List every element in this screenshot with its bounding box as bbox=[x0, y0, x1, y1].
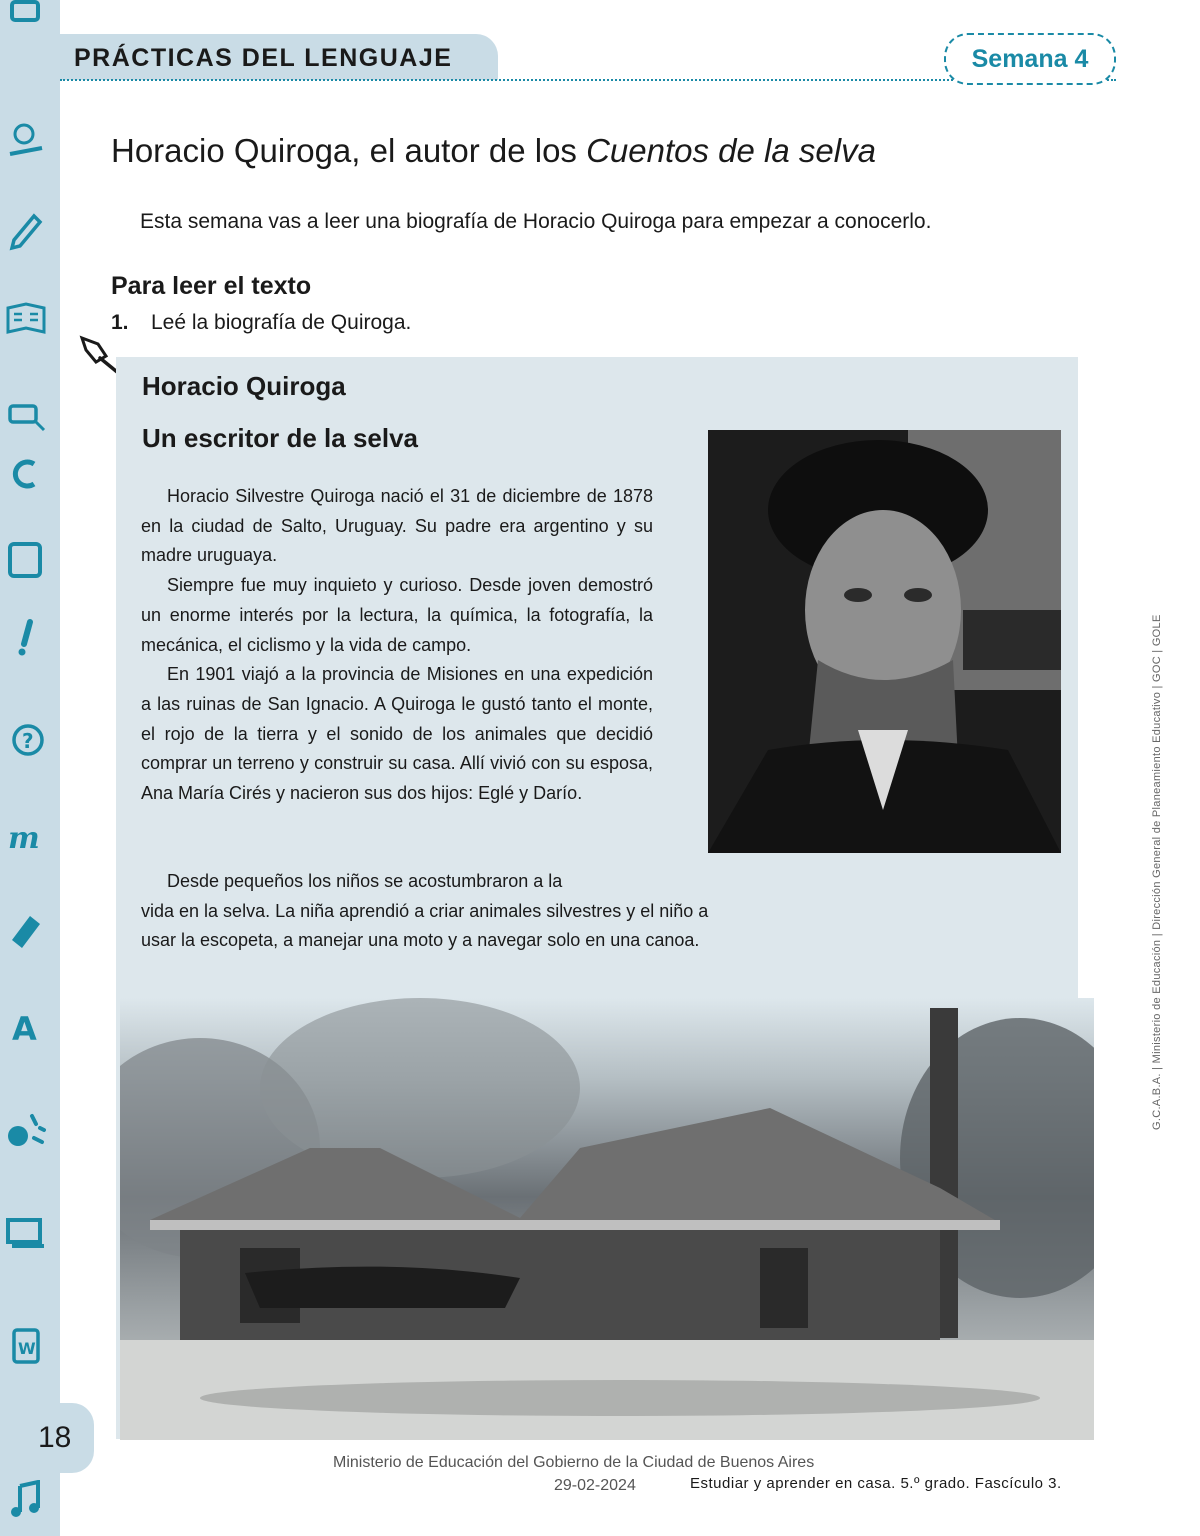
bio-paragraph-1: Horacio Silvestre Quiroga nació el 31 de diciembre de 1878 en la ciudad de Salto, Uruguay. Su padre era argentino y su madre uruguaya. bbox=[141, 486, 653, 566]
svg-text:m: m bbox=[8, 821, 40, 856]
biography-last-paragraph bbox=[141, 867, 841, 956]
svg-text:W: W bbox=[18, 1339, 36, 1358]
bio-paragraph-2: Siempre fue muy inquieto y curioso. Desde joven demostró un enorme interés por la lectura, la química, la fotografía, la mecánica, el ciclismo y la vida de campo. bbox=[141, 575, 653, 655]
week-badge: Semana 4 bbox=[944, 33, 1116, 85]
svg-text:A: A bbox=[12, 1010, 37, 1046]
card-title: Horacio Quiroga bbox=[142, 371, 346, 401]
letter-c-icon bbox=[6, 454, 46, 494]
biography-text bbox=[141, 482, 653, 809]
step-item bbox=[111, 311, 411, 335]
step-text: Leé la biografía de Quiroga. bbox=[151, 311, 412, 334]
page-number: 18 bbox=[0, 1403, 94, 1473]
books-icon bbox=[6, 910, 46, 950]
subject-title: PRÁCTICAS DEL LENGUAJE bbox=[74, 44, 453, 72]
svg-text:?: ? bbox=[22, 729, 34, 753]
letter-a-icon bbox=[6, 1006, 46, 1046]
exclamation-icon bbox=[6, 618, 46, 658]
tablet-icon bbox=[6, 540, 46, 580]
intro-text: Esta semana vas a leer una biografía de Horacio Quiroga para empezar a conocerlo. bbox=[140, 210, 932, 233]
page-title bbox=[111, 132, 876, 170]
quiroga-house-photo bbox=[120, 998, 1094, 1440]
typewriter-icon bbox=[6, 392, 46, 432]
quiroga-portrait-photo bbox=[708, 430, 1061, 853]
page-title-italic: Cuentos de la selva bbox=[586, 132, 876, 169]
notebook-icon bbox=[6, 0, 46, 40]
footer-publication: Estudiar y aprender en casa. 5.º grado. Fascículo 3. bbox=[690, 1475, 1062, 1492]
footer-date: 29-02-2024 bbox=[554, 1477, 636, 1494]
letter-m-icon bbox=[6, 818, 46, 858]
page-title-plain: Horacio Quiroga, el autor de los bbox=[111, 132, 587, 169]
bio-last-line-3: usar la escopeta, a manejar una moto y a navegar solo en una canoa. bbox=[141, 930, 700, 951]
open-book-icon bbox=[6, 298, 46, 338]
pencil-icon bbox=[6, 212, 46, 252]
bio-last-line-2: vida en la selva. La niña aprendió a criar animales silvestres y el niño a bbox=[141, 900, 709, 921]
left-decorative-strip bbox=[0, 0, 60, 1536]
computer-icon bbox=[6, 1212, 46, 1252]
card-subtitle: Un escritor de la selva bbox=[142, 423, 419, 453]
bio-last-line-1: Desde pequeños los niños se acostumbraron a la bbox=[167, 871, 563, 891]
footer-ministry: Ministerio de Educación del Gobierno de la Ciudad de Buenos Aires bbox=[333, 1454, 815, 1471]
music-note-icon bbox=[6, 1480, 46, 1520]
lightbulb-icon bbox=[6, 1110, 46, 1150]
word-document-icon bbox=[6, 1326, 46, 1366]
speech-bubble-question-icon bbox=[6, 720, 46, 760]
step-number: 1. bbox=[111, 311, 129, 334]
bio-paragraph-3: En 1901 viajó a la provincia de Misiones en una expedición a las ruinas de San Ignacio. A Quiroga le gustó tanto el monte, el rojo de la tierra y el sonido de los animales que decidió comprar un terreno y construir su casa. Allí vivió con su esposa, Ana María Cirés y nacieron sus dos hijos: Eglé y Darío. bbox=[141, 664, 653, 804]
student-writing-icon bbox=[6, 120, 46, 160]
section-heading: Para leer el texto bbox=[111, 272, 312, 300]
side-credit: G.C.A.B.A. | Ministerio de Educación | Dirección General de Planeamiento Educativo | GOC | GOLE bbox=[1151, 614, 1163, 1130]
